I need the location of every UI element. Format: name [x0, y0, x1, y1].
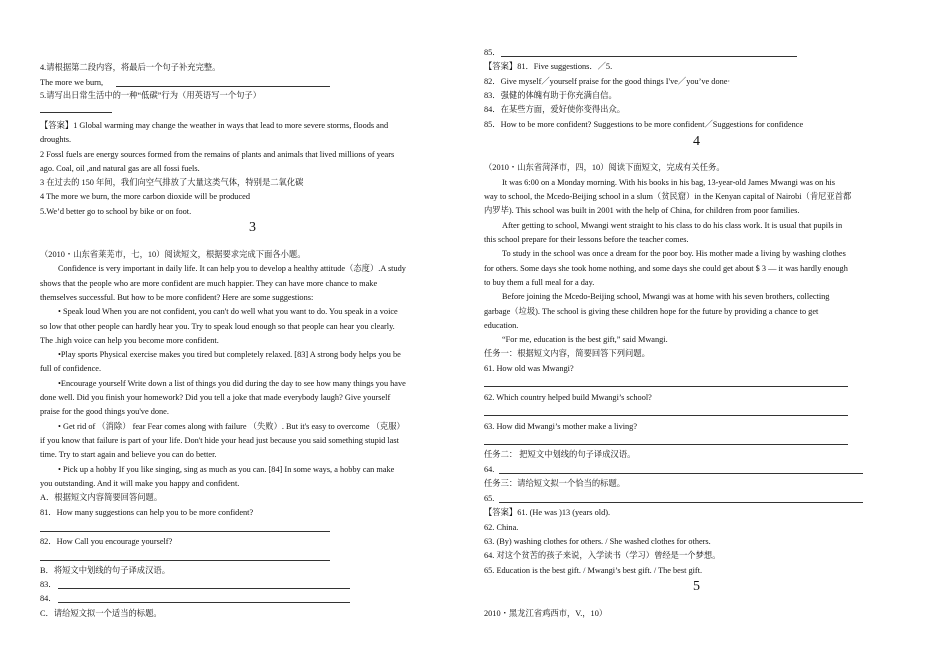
answer-83: 83．强健的体魄有助于你充满自信。 [484, 91, 617, 100]
passage-line: time. Try to start again and believe you can do better. [40, 450, 217, 459]
passage-source: 2010・黑龙江省鸡西市，V.，10） [484, 609, 608, 618]
passage-line: themselves successful. But how to be more confident? Here are some suggestions: [40, 293, 314, 302]
answer-81: 【答案】81．Five suggestions．／5. [484, 62, 613, 71]
answer-line [40, 560, 330, 561]
passage-line: shows that the people who are more confident are much happier. They can have more chance to make [40, 279, 378, 288]
passage-source: （2010・山东省莱芜市，七，10）阅读短文，根据要求完成下面各小题。 [40, 250, 306, 259]
section-number-5: 5 [693, 579, 700, 594]
question-83: 83． [40, 580, 57, 589]
answer-line [484, 444, 848, 445]
task-b: B．将短文中划线的句子译成汉语。 [40, 566, 170, 575]
answer-3: 3 在过去的 150 年间，我们向空气排放了大量这类气体，特别是二氧化碳 [40, 178, 304, 187]
question-5: 5.请写出日常生活中的一种“低碳”行为（用英语写一个句子） [40, 91, 262, 100]
answer-line [40, 531, 330, 532]
answer-line [501, 56, 797, 57]
task-a: A．根据短文内容简要回答问题。 [40, 493, 163, 502]
answer-line [499, 473, 863, 474]
answer-62: 62. China. [484, 523, 519, 532]
passage-line: Before joining the Mcedo-Beijing school, Mwangi was at home with his seven brothers, collecting [502, 292, 830, 301]
passage-line: done well. Did you finish your homework? Did you tell a joke that made everybody laugh? Give yourself [40, 393, 391, 402]
passage-line: if you know that failure is part of your life. Don't hide your head just because you said something stupid last [40, 436, 399, 445]
passage-line: •Play sports Physical exercise makes you tired but completely relaxed. [83] A strong body helps you be [58, 350, 401, 359]
answer-line [58, 602, 350, 603]
passage-line: It was 6:00 on a Monday morning. With his books in his bag, 13-year-old James Mwangi was on his [502, 178, 836, 187]
answer-line [499, 502, 863, 503]
answer-5: 5.We’d better go to school by bike or on foot. [40, 207, 192, 216]
answer-line [40, 112, 112, 113]
answer-line [484, 386, 848, 387]
answer-2b: ago. Coal, oil ,and natural gas are all fossi fuels. [40, 164, 200, 173]
answer-85: 85．How to be more confident? Suggestions to be more confident／Suggestions for confidence [484, 120, 804, 129]
question-61: 61. How old was Mwangi? [484, 364, 574, 373]
answer-63: 63. (By) washing clothes for others. / She washed clothes for others. [484, 537, 711, 546]
task-2: 任务二： 把短文中划线的句子译成汉语。 [484, 450, 636, 459]
passage-line: praise for the good things you've done. [40, 407, 169, 416]
task-3: 任务三：请给短文拟一个恰当的标题。 [484, 479, 626, 488]
passage-line: After getting to school, Mwangi went straight to his class to do his class work. It is usual that pupils in [502, 221, 843, 230]
question-82: 82．How Call you encourage yourself? [40, 537, 173, 546]
passage-line: you outstanding. And it will make you happy and confident. [40, 479, 240, 488]
answer-label: 【答案】 [40, 121, 74, 130]
task-c: C．请给短文拟一个适当的标题。 [40, 609, 162, 618]
passage-line: full of confidence. [40, 364, 102, 373]
question-84: 84． [40, 594, 57, 603]
question-85: 85． [484, 48, 501, 57]
answer-line [116, 86, 330, 87]
answer-line [58, 588, 350, 589]
answer-label: 【答案】 [484, 508, 518, 517]
answer-line [484, 415, 848, 416]
passage-line: garbage（垃圾). The school is giving these children hope for the future by providing a chance to get [484, 307, 819, 316]
answer-2a: 2 Fossl fuels are energy sources formed from the remains of plants and animals that lived millions of years [40, 150, 395, 159]
passage-line: 内罗毕). This school was built in 2001 with the help of China, for children from poor families. [484, 206, 800, 215]
question-62: 62. Which country helped build Mwangi’s school? [484, 393, 652, 402]
answer-65: 65. Education is the best gift. / Mwangi’s best gift. / The best gift. [484, 566, 703, 575]
passage-line: To study in the school was once a dream for the poor boy. His mother made a living by washing clothes [502, 249, 846, 258]
section-number-4: 4 [693, 134, 700, 149]
passage-source: （2010・山东省菏泽市，四，10）阅读下面短文，完成有关任务。 [484, 163, 725, 172]
question-63: 63. How did Mwangi’s mother make a living? [484, 422, 638, 431]
answer-84: 84．在某些方面，爱好使你变得出众。 [484, 105, 626, 114]
answer-64: 64. 对这个贫苦的孩子来说，入学读书（学习）曾经是一个梦想。 [484, 551, 721, 560]
question-4: 4.请根据第二段内容，将最后一个句子补充完整。 [40, 63, 221, 72]
answer-label: 【答案】 [484, 62, 518, 71]
answer-1b: droughts. [40, 135, 72, 144]
passage-line: so low that other people can hardly hear you. Try to speak loud enough so that people can hear you clearly. [40, 322, 395, 331]
answer-1a: 【答案】1 Global warming may change the weather in ways that lead to more severe storms, floods and [40, 121, 389, 130]
question-64: 64. [484, 465, 495, 474]
passage-line: Confidence is very important in daily life. It can help you to develop a healthy attitude（态度）.A study [58, 264, 406, 273]
passage-line: way to school, the Mcedo-Beijing school in a slum（贫民窟）in the Kenyan capital of Nairobi（肯尼亚首都 [484, 192, 852, 201]
passage-line: The .high voice can help you become more confident. [40, 336, 219, 345]
question-81: 81．How many suggestions can help you to be more confident? [40, 508, 254, 517]
answer-61: 【答案】61. (He was )13 (years old). [484, 508, 611, 517]
answer-4: 4 The more we burn, the more carbon dioxide will be produced [40, 192, 250, 201]
answer-82: 82．Give myself／yourself praise for the good things I've／you’ve done· [484, 77, 731, 86]
passage-line: education. [484, 321, 519, 330]
passage-line: “For me, education is the best gift,” said Mwangi. [502, 335, 668, 344]
passage-line: this school prepare for their lessons before the teacher comes. [484, 235, 689, 244]
passage-line: • Pick up a hobby If you like singing, sing as much as you can. [84] In some ways, a hobby can make [58, 465, 395, 474]
passage-line: for others. Some days she took home nothing, and some days she could get about $ 3 — it was hardly enough [484, 264, 848, 273]
task-1: 任务一：根据短文内容，简要回答下列问题。 [484, 349, 650, 358]
passage-line: •Encourage yourself Write down a list of things you did during the day to see how many things you have [58, 379, 406, 388]
passage-line: • Get rid of （消除） fear Fear comes along with failure （失败）. But it's easy to overcome （克服） [58, 422, 405, 431]
section-number-3: 3 [249, 220, 256, 235]
question-65: 65. [484, 494, 495, 503]
passage-line: to buy them a full meal for a day. [484, 278, 595, 287]
question-4-prompt: The more we burn, [40, 78, 104, 87]
passage-line: • Speak loud When you are not confident, you can't do well what you want to do. You speak in a voice [58, 307, 398, 316]
